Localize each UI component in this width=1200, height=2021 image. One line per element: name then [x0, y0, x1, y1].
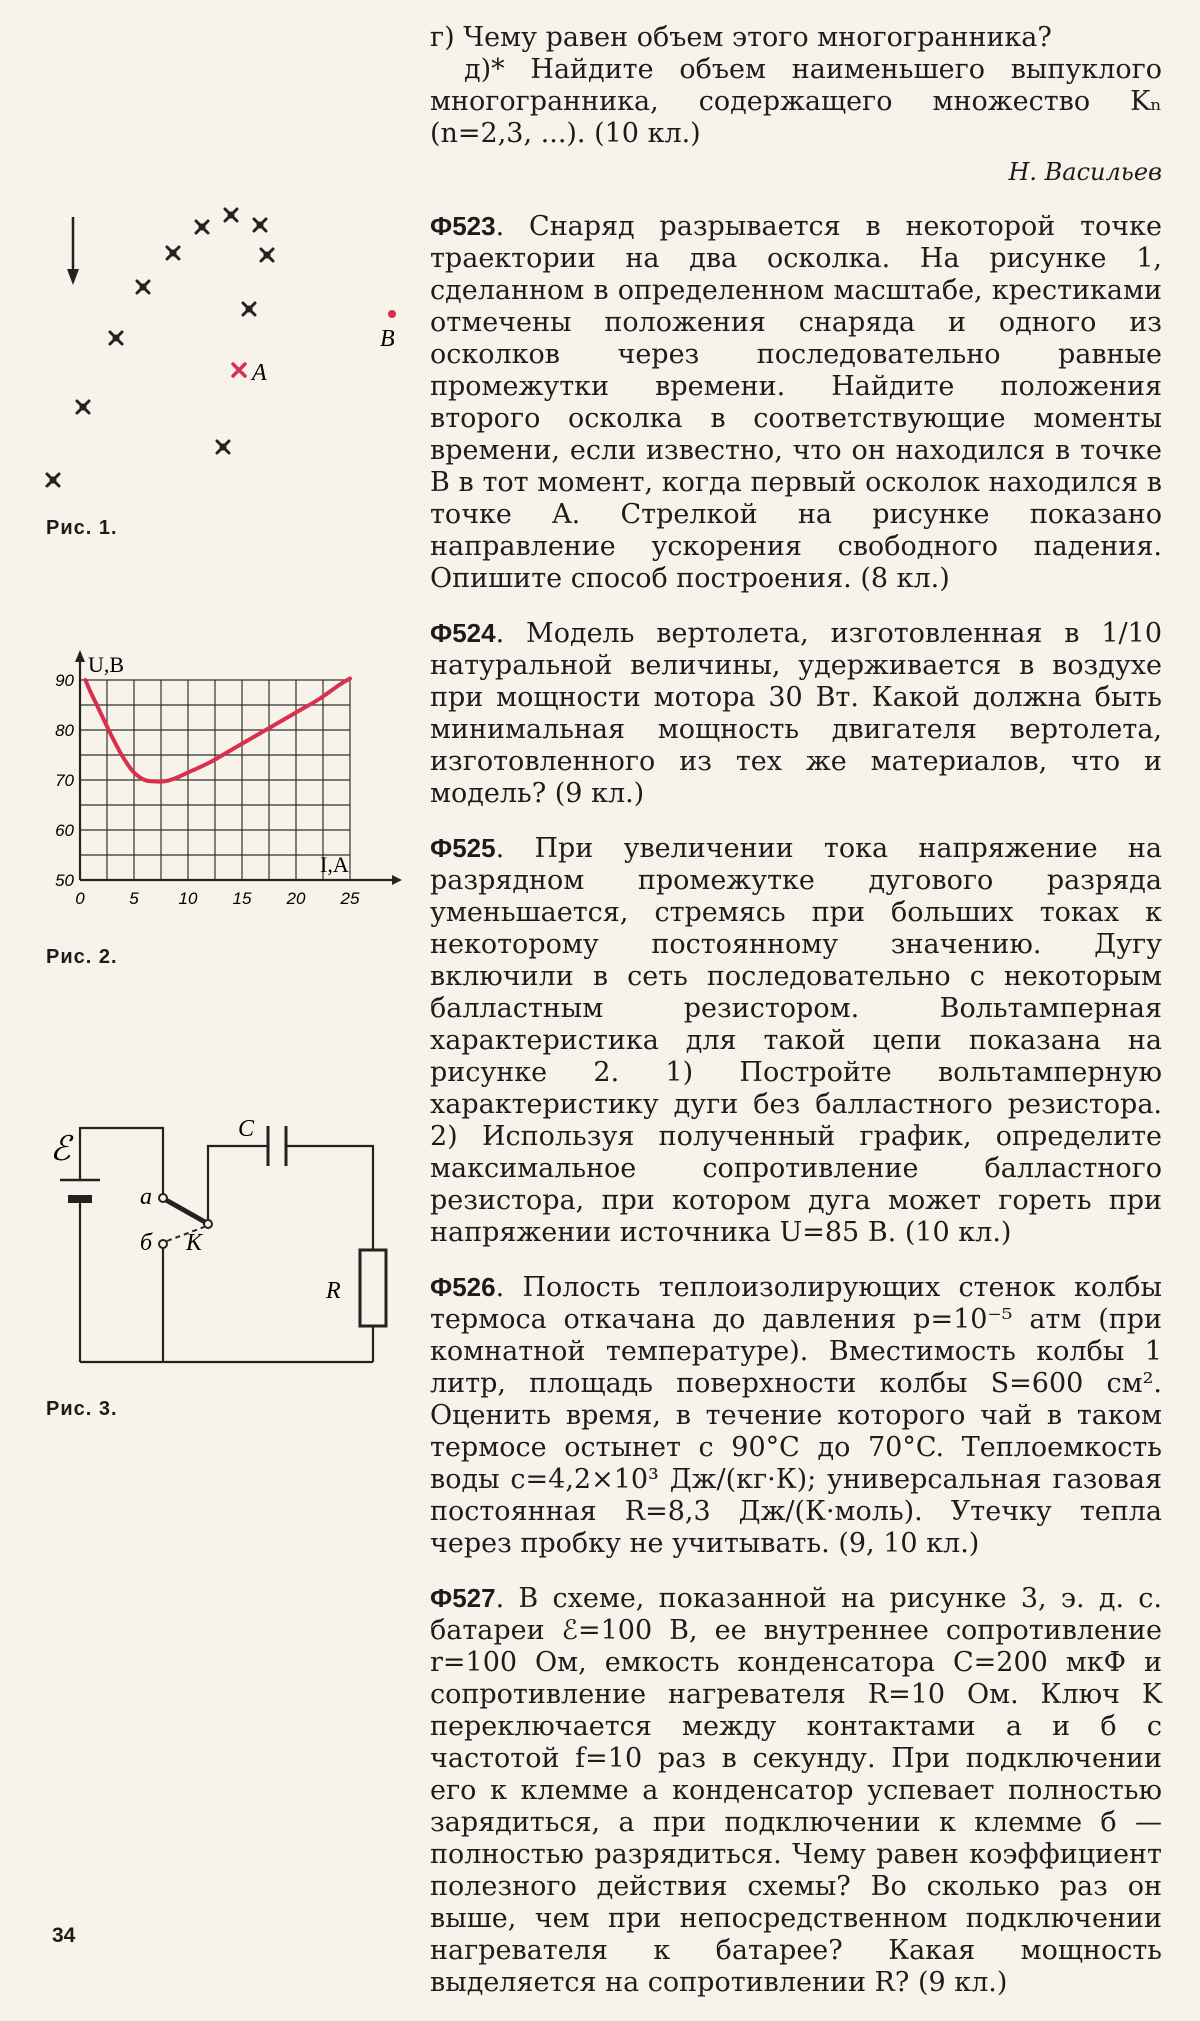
intro-line-d: д)* Найдите объем наименьшего выпуклого многогранника, содержащего множество Kₙ (n=2,3, ...). (10 кл.) [430, 54, 1162, 149]
contact-a-label: a [140, 1184, 152, 1210]
x-tick-label: 25 [340, 889, 360, 908]
x-tick-label: 20 [286, 889, 306, 908]
chart-axes [75, 650, 402, 885]
x-axis-label: I,А [320, 852, 349, 877]
problem-f524 [430, 617, 1162, 810]
x-tick-label: 0 [75, 889, 85, 908]
problem-f526 [430, 1271, 1162, 1560]
problem-f523 [430, 210, 1162, 595]
capacitor-symbol [268, 1126, 286, 1166]
problem-text: . В схеме, показанной на рисунке 3, э. д. с. батареи ℰ=100 В, ее внутреннее сопротивление r=100 Ом, емкость конденсатора C=200 мкФ и сопротивление нагревателя R=10 Ом. Ключ K переключается между контактами a и б с частотой f=10 раз в секунду. При подключении его к клемме a конденсатор успевает полностью зарядиться, а при подключении к клемме б — полностью разрядиться. Чему равен коэффициент полезного действия схемы? Во сколько раз он выше, чем при непосредственном подключении нагревателя к батарее? Какая мощность выделяется на сопротивлении R? (9 кл.) [430, 1583, 1162, 1998]
trajectory-cross [110, 332, 122, 344]
y-tick-label: 60 [55, 821, 74, 840]
chart-grid [80, 680, 350, 880]
y-tick-label: 80 [55, 721, 74, 740]
author-signature: Н. Васильев [1008, 158, 1162, 186]
intro-section [430, 22, 1162, 188]
main-text-column [430, 22, 1162, 2021]
y-tick-label: 50 [55, 871, 74, 890]
figure-2-chart [20, 650, 400, 930]
point-b-dot [388, 310, 396, 318]
point-a-cross [233, 364, 245, 376]
trajectory-cross [261, 249, 273, 261]
trajectory-cross [243, 303, 255, 315]
capacitor-label: C [238, 1116, 255, 1142]
problem-text: . Полость теплоизолирующих стенок колбы термоса откачана до давления p=10⁻⁵ атм (при комнатной температуре). Вместимость колбы 1 литр, площадь поверхности колбы S=600 см². Оценить время, в течение которого чай в таком термосе остынет с 90°C до 70°C. Теплоемкость воды c=4,2×10³ Дж/(кг·К); универсальная газовая постоянная R=8,3 Дж/(К·моль). Утечку тепла через пробку не учитывать. (9, 10 кл.) [430, 1272, 1162, 1559]
figure-1 [30, 195, 410, 515]
gravity-arrow [67, 217, 79, 285]
trajectory-cross [217, 441, 229, 453]
trajectory-cross [196, 221, 208, 233]
y-tick-label: 70 [55, 771, 74, 790]
trajectory-cross [137, 281, 149, 293]
x-axis-arrow [392, 875, 402, 885]
y-axis-arrow [75, 650, 85, 662]
x-tick-label: 10 [178, 889, 198, 908]
chart-ticks [55, 671, 360, 908]
point-a-label: A [252, 360, 267, 386]
figure-3-circuit [40, 1100, 400, 1380]
intro-line-g: г) Чему равен объем этого многогранника? [430, 22, 1052, 53]
problem-f525 [430, 832, 1162, 1249]
resistor-label: R [326, 1278, 341, 1304]
figure-3-caption: Рис. 3. [46, 1398, 118, 1420]
y-axis-label: U,В [88, 652, 125, 677]
problem-id: Ф525 [430, 833, 496, 863]
y-tick-label: 90 [55, 671, 74, 690]
resistor-symbol [360, 1250, 386, 1326]
trajectory-cross [254, 219, 266, 231]
trajectory-cross [167, 247, 179, 259]
battery-symbol [60, 1180, 100, 1203]
trajectory-cross [225, 209, 237, 221]
switch-k-label: K [186, 1230, 203, 1256]
x-tick-label: 5 [129, 889, 139, 908]
problem-id: Ф524 [430, 618, 496, 648]
problem-text: . Снаряд разрывается в некоторой точке траектории на два осколка. На рисунке 1, сделанном в определенном масштабе, крестиками отмечены положения снаряда и одного из осколков через последовательно равные промежутки времени. Найдите положения второго осколка в соответствующие моменты времени, если известно, что он находился в точке B в тот момент, когда первый осколок находился в точке A. Стрелкой на рисунке показано направление ускорения свободного падения. Опишите способ построения. (8 кл.) [430, 211, 1162, 594]
point-b-label: B [380, 326, 395, 352]
page-number: 34 [52, 1924, 76, 1947]
problem-id: Ф526 [430, 1272, 496, 1302]
circuit-wires [80, 1128, 373, 1362]
contact-b-label: б [140, 1230, 153, 1256]
figure-1-caption: Рис. 1. [46, 517, 118, 539]
problem-text: . Модель вертолета, изготовленная в 1/10 натуральной величины, удерживается в воздухе при мощности мотора 30 Вт. Какой должна быть минимальная мощность двигателя вертолета, изготовленного из тех же материалов, что и модель? (9 кл.) [430, 618, 1162, 809]
figure-2-caption: Рис. 2. [46, 946, 118, 968]
trajectory-cross [77, 401, 89, 413]
problem-text: . При увеличении тока напряжение на разрядном промежутке дугового разряда уменьшается, стремясь при больших токах к некоторому постоянному значению. Дугу включили в сеть последовательно с некоторым балластным резистором. Вольтамперная характеристика для такой цепи показана на рисунке 2. 1) Постройте вольтамперную характеристику дуги без балластного резистора. 2) Используя полученный график, определите максимальное сопротивление балластного резистора, при котором дуга может гореть при напряжении источника U=85 В. (10 кл.) [430, 833, 1162, 1248]
x-tick-label: 15 [232, 889, 252, 908]
emf-label: ℰ [50, 1131, 71, 1168]
problem-id: Ф527 [430, 1583, 496, 1613]
trajectory-cross [47, 474, 59, 486]
problem-id: Ф523 [430, 211, 496, 241]
problem-f527 [430, 1582, 1162, 1999]
